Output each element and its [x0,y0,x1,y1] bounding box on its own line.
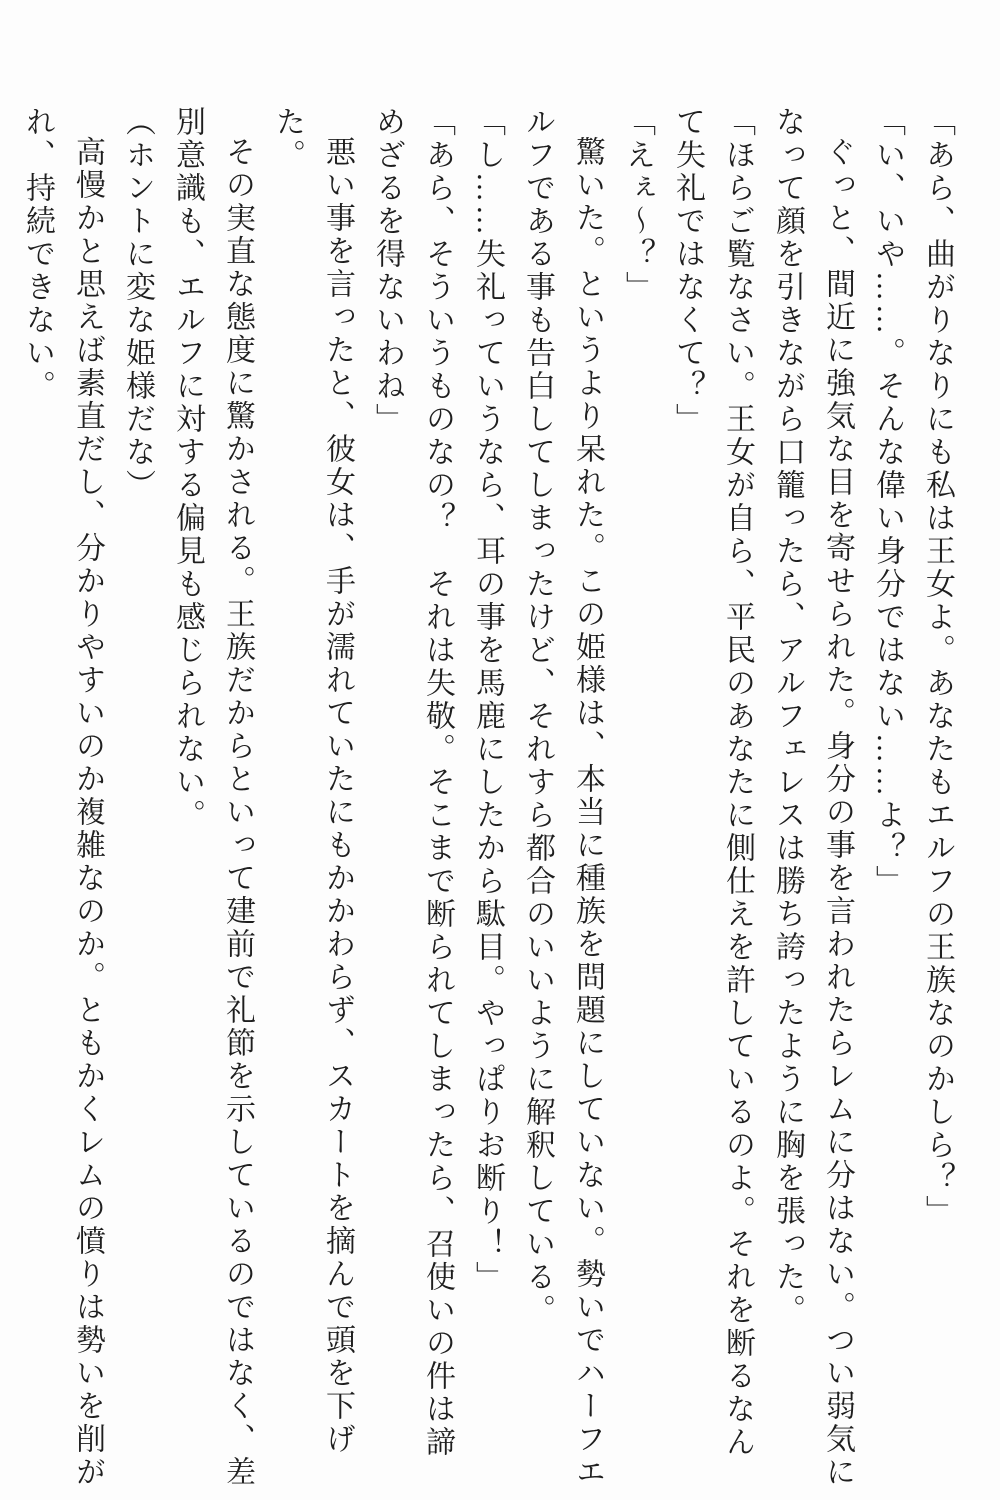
paragraph-narration: ぐっと、間近に強気な目を寄せられた。身分の事を言われたらレムに分はない。つい弱気になって顔を引きながら口籠ったら、アルフェレスは勝ち誇ったように胸を張った。 [771,106,854,1489]
text-block [21,106,962,1490]
paragraph-narration: 高慢かと思えば素直だし、分かりやすいのか複雑なのか。ともかくレムの憤りは勢いを削がれ、持続できない。 [21,106,104,1489]
paragraph-narration: その実直な態度に驚かされる。王族だからといって建前で礼節を示しているのではなく、差別意識も、エルフに対する偏見も感じられない。 [171,106,254,1489]
paragraph-narration: 悪い事を言ったと、彼女は、手が濡れていたにもかかわらず、スカートを摘んで頭を下げた。 [271,106,354,1456]
paragraph-thought: （ホントに変な姫様だな） [121,106,154,502]
paragraph-dialogue: 「あら、曲がりなりにも私は王女よ。あなたもエルフの王族なのかしら？」 [921,106,954,1228]
paragraph-narration: 驚いた。というより呆れた。この姫様は、本当に種族を問題にしていない。勢いでハーフエルフである事も告白してしまったけど、それすら都合のいいように解釈している。 [521,106,604,1489]
paragraph-dialogue: 「あら、そういうものなの？ それは失敬。そこまで断られてしまったら、召使いの件は諦めざるを得ないわね」 [371,106,454,1459]
paragraph-dialogue: 「えぇ～？」 [621,106,654,304]
paragraph-dialogue: 「ほらご覧なさい。王女が自ら、平民のあなたに側仕えを許しているのよ。それを断るなんて失礼ではなくて？」 [671,106,754,1459]
paragraph-dialogue: 「し……失礼っていうなら、耳の事を馬鹿にしたから駄目。やっぱりお断り！」 [471,106,504,1294]
paragraph-dialogue: 「い、いや……。そんな偉い身分ではない……よ？」 [871,106,904,898]
